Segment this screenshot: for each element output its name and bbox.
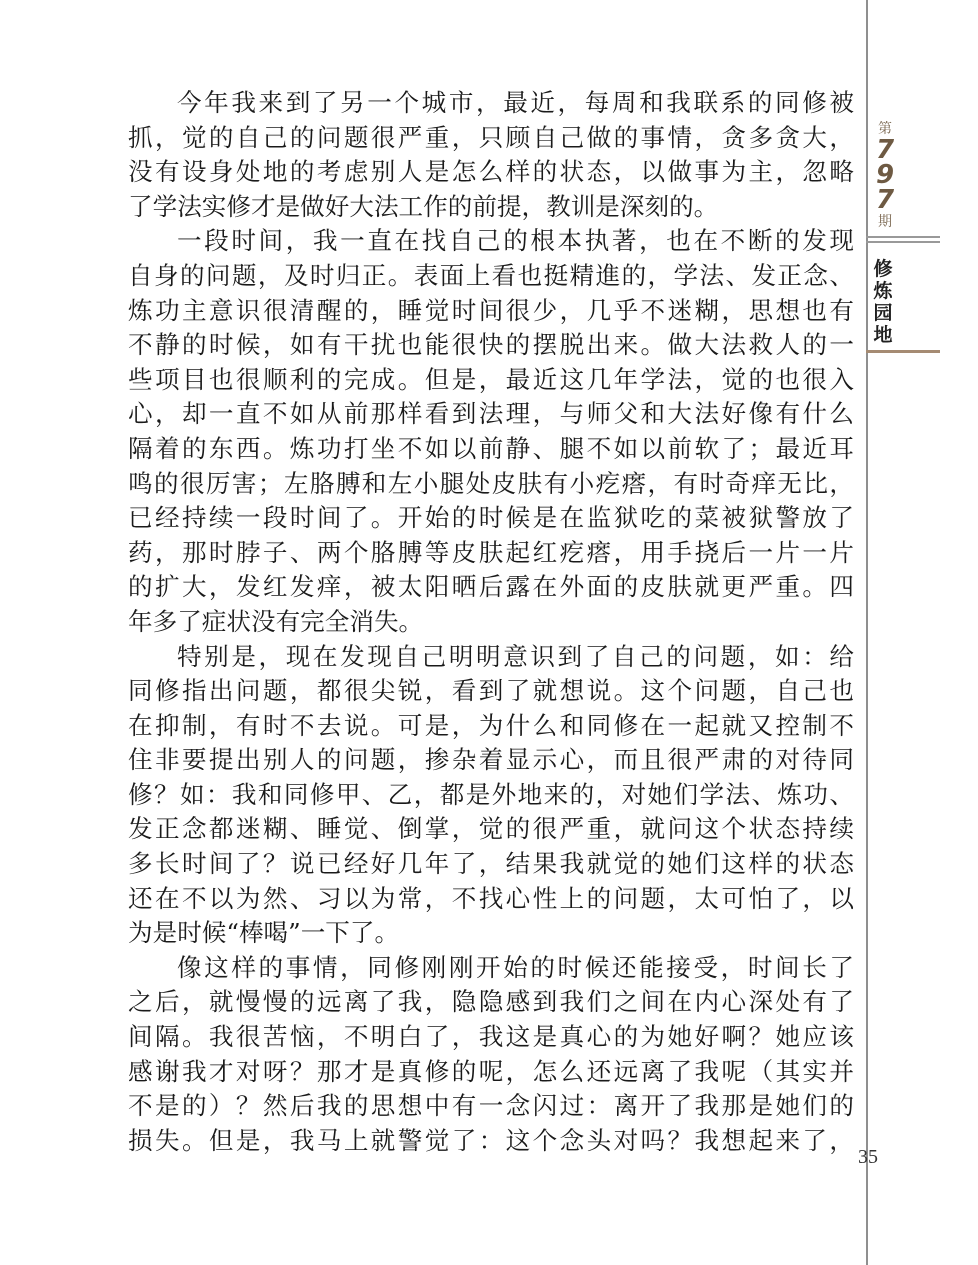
text-line: 已经持续一段时间了。开始的时候是在监狱吃的菜被狱警放了 xyxy=(128,503,854,533)
issue-digit: 9 xyxy=(875,160,895,190)
text-line: 鸣的很厉害；左胳膊和左小腿处皮肤有小疙瘩，有时奇痒无比， xyxy=(128,468,854,498)
section-title-char: 修 xyxy=(873,258,893,280)
page-number: 35 xyxy=(858,1146,878,1168)
text-line: 不静的时候，如有干扰也能很快的摆脱出来。做大法救人的一 xyxy=(128,330,854,360)
text-line: 没有设身处地的考虑别人是怎么样的状态，以做事为主，忽略 xyxy=(128,157,854,187)
text-line: 特别是，现在发现自己明明意识到了自己的问题，如：给 xyxy=(177,641,854,671)
text-line: 同修指出问题，都很尖锐，看到了就想说。这个问题，自己也 xyxy=(128,676,854,706)
issue-label xyxy=(870,120,900,231)
text-line: 在抑制，有时不去说。可是，为什么和同修在一起就又控制不 xyxy=(128,710,854,740)
issue-suffix: 期 xyxy=(878,214,892,230)
text-line: 心，却一直不如从前那样看到法理，与师父和大法好像有什么 xyxy=(128,399,854,429)
text-line: 发正念都迷糊、睡觉、倒掌，觉的很严重，就问这个状态持续 xyxy=(128,814,854,844)
section-title-char: 园 xyxy=(873,302,893,324)
section-title-char: 地 xyxy=(873,324,893,346)
text-line: 一段时间，我一直在找自己的根本执著，也在不断的发现 xyxy=(177,226,854,256)
text-line: 今年我来到了另一个城市，最近，每周和我联系的同修被 xyxy=(177,88,854,117)
text-line: 不是的）？然后我的思想中有一念闪过：离开了我那是她们的 xyxy=(128,1091,854,1121)
text-line: 年多了症状没有完全消失。 xyxy=(128,606,424,636)
paragraph xyxy=(128,640,854,951)
text-line: 之后，就慢慢的远离了我，隐隐感到我们之间在内心深处有了 xyxy=(128,987,854,1017)
paragraph xyxy=(128,224,854,639)
text-line: 间隔。我很苦恼，不明白了，我这是真心的为她好啊？她应该 xyxy=(128,1022,854,1052)
text-line: 隔着的东西。炼功打坐不如以前静、腿不如以前软了；最近耳 xyxy=(128,433,854,463)
text-line: 为是时候“棒喝”一下了。 xyxy=(128,918,400,948)
section-title xyxy=(868,258,898,346)
text-line: 住非要提出别人的问题，掺杂着显示心，而且很严肃的对待同 xyxy=(128,745,854,775)
text-line: 抓，觉的自己的问题很严重，只顾自己做的事情，贪多贪大， xyxy=(128,122,854,152)
text-line: 像这样的事情，同修刚刚开始的时候还能接受，时间长了 xyxy=(177,952,854,982)
text-line: 的扩大，发红发痒，被太阳晒后露在外面的皮肤就更严重。四 xyxy=(128,572,854,602)
issue-prefix: 第 xyxy=(878,121,892,137)
issue-digit: 7 xyxy=(875,185,895,215)
paragraph xyxy=(128,951,854,1159)
paragraph xyxy=(128,86,854,224)
text-line: 了学法实修才是做好大法工作的前提，教训是深刻的。 xyxy=(128,191,719,221)
section-underline xyxy=(866,350,940,353)
text-line: 还在不以为然、习以为常，不找心性上的问题，太可怕了，以 xyxy=(128,883,854,913)
text-line: 损失。但是，我马上就警觉了：这个念头对吗？我想起来了， xyxy=(128,1125,854,1155)
section-title-char: 炼 xyxy=(873,280,893,302)
divider-rule xyxy=(866,236,940,238)
text-line: 自身的问题，及时归正。表面上看也挺精進的，学法、发正念、 xyxy=(128,260,854,290)
text-line: 修？如：我和同修甲、乙，都是外地来的，对她们学法、炼功、 xyxy=(128,779,854,809)
text-line: 多长时间了？说已经好几年了，结果我就觉的她们这样的状态 xyxy=(128,849,854,879)
article-body xyxy=(128,86,854,1158)
text-line: 炼功主意识很清醒的，睡觉时间很少，几乎不迷糊，思想也有 xyxy=(128,295,854,325)
margin-rule-vertical xyxy=(866,0,868,1265)
text-line: 感谢我才对呀？那才是真修的呢，怎么还远离了我呢（其实并 xyxy=(128,1056,854,1086)
issue-digit: 7 xyxy=(875,135,895,165)
text-line: 些项目也很顺利的完成。但是，最近这几年学法，觉的也很入 xyxy=(128,364,854,394)
text-line: 药，那时脖子、两个胳膊等皮肤起红疙瘩，用手挠后一片一片 xyxy=(128,537,854,567)
divider-rule xyxy=(866,241,940,243)
